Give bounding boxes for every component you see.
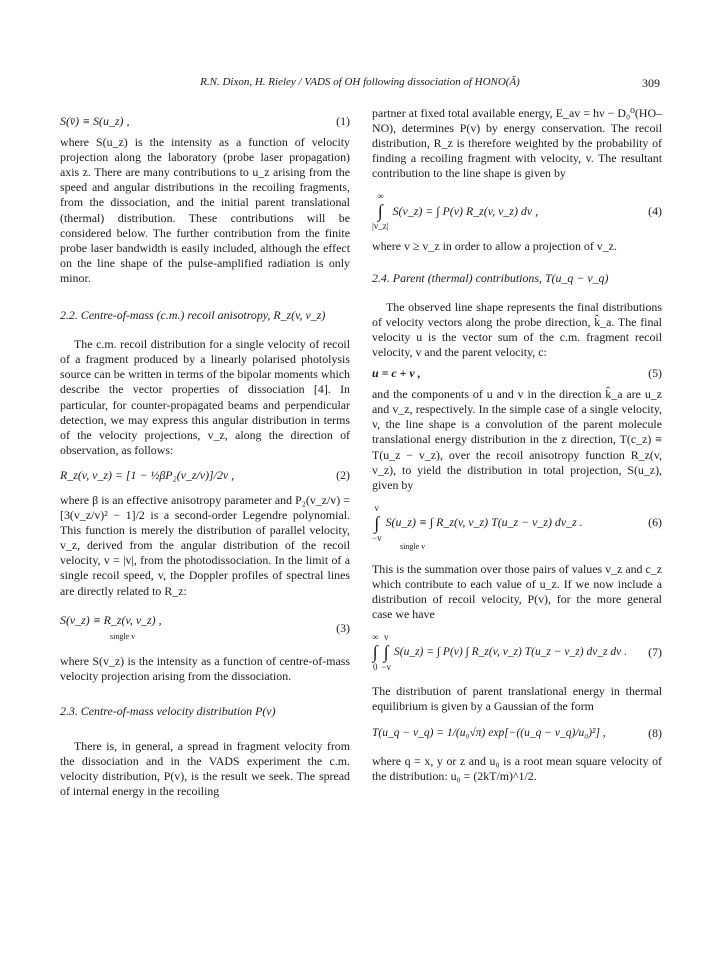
paragraph: where S(v_z) is the intensity as a function of centre-of-mass velocity projection arising from the dissociation. <box>60 653 350 683</box>
paragraph: where S(u_z) is the intensity as a function of velocity projection along the laboratory (probe laser propagation) axis z. There are many contributions to u_z arising from the speed and angular distributions in the recoiling fragments, from the dissociation, and the initial parent translational (thermal) distribution. These contributions will be considered below. The further contribution from the finite probe laser bandwidth is easily included, although the effect on the line shape of the pulse-amplified radiation is only minor. <box>60 135 350 285</box>
equation-5: u = c + v , (5) <box>372 366 662 381</box>
right-column <box>372 106 662 784</box>
section-heading-2-3: 2.3. Centre-of-mass velocity distribution P(v) <box>60 704 276 718</box>
paragraph: and the components of u and v in the direction k̂_a are u_z and v_z, respectively. In the simple case of a single velocity, v, the line shape is a convolution of the parent molecule translational energy distribution in the z direction, T(c_z) ≡ T(u_z − v_z), over the recoil anisotropy function R_z(v, v_z), to yield the distribution in total projection, S(u_z), given by <box>372 387 662 492</box>
section-heading-2-4: 2.4. Parent (thermal) contributions, T(u_q − v_q) <box>372 270 609 285</box>
equation-7: ∞ ∫ 0 v ∫ −v S(u_z) = ∫ P(v) ∫ R_z(v, v_z) T(u_z − v_z) dv_z dv . (7) <box>372 632 662 673</box>
paragraph: The observed line shape represents the final distributions of velocity vectors along the probe direction, k̂_a. The final velocity u is the vector sum of the c.m. fragment recoil velocity, v and the parent velocity, c: <box>372 299 662 359</box>
paragraph: This is the summation over those pairs of values v_z and c_z which contribute to each value of u_z. If we now include a distribution of recoil velocity, P(v), for the more general case we have <box>372 561 662 622</box>
paragraph: The c.m. recoil distribution for a single velocity of recoil of a fragment produced by a linearly polarised photolysis source can be written in terms of the bipolar moments which describe the vector properties of dissociation [4]. In particular, for counter-propagated beams and perpendicular detection, we may express this angular distribution in terms of the velocity projections, v_z, along the direction of observation, as follows: <box>60 337 350 457</box>
equation-6-subscript: single v <box>400 541 426 551</box>
section-heading-2-2: 2.2. Centre-of-mass (c.m.) recoil anisotropy, R_z(v, v_z) <box>60 308 326 323</box>
page-number: 309 <box>642 76 660 90</box>
equation-3: S(v_z) ≡ R_z(v, v_z) , single v (3) <box>60 612 350 641</box>
running-header: R.N. Dixon, H. Rieley / VADS of OH following dissociation of HONO(Ã) <box>200 76 520 88</box>
paragraph: partner at fixed total available energy, E_av = hν − D₀⁰(HO–NO), determines P(v) by energy conservation. The recoil distribution, R_z is therefore weighted by the probability of finding a recoiling fragment with velocity, v. The resultant contribution to the line shape is given by <box>372 106 662 181</box>
paragraph: The distribution of parent translational energy in thermal equilibrium is given by a Gaussian of the form <box>372 684 662 714</box>
equation-2: R_z(v, v_z) = [1 − ½βP₂(v_z/v)]/2v , (2) <box>60 467 350 482</box>
equation-1: S(v̄) ≡ S(u_z) , (1) <box>60 114 350 128</box>
paragraph: where v ≥ v_z in order to allow a projection of v_z. <box>372 239 617 254</box>
equation-4: ∞ ∫ |v_z| S(v_z) = ∫ P(v) R_z(v, v_z) dv , (4) <box>372 191 662 232</box>
equation-6: v ∫ −v S(u_z) ≡ ∫ R_z(v, v_z) T(u_z − v_z) dv_z . (6) <box>372 502 662 543</box>
paragraph: where β is an effective anisotropy parameter and P₂(v_z/v) = [3(v_z/v)² − 1]/2 is a second-order Legendre polynomial. This function is merely the distribution of parallel velocity, v_z, derived from the angular distribution of the recoil velocity, v = |v|, from the photodissociation. In the limit of a single recoil speed, v, the Doppler profiles of spectral lines are directly related to R_z: <box>60 492 350 598</box>
left-column <box>60 106 350 799</box>
equation-8: T(u_q − v_q) = 1/(u₀√π) exp[−((u_q − v_q)/u₀)²] , (8) <box>372 726 662 741</box>
paragraph: where q = x, y or z and u₀ is a root mean square velocity of the distribution: u₀ = (2kT/m)^1/2. <box>372 753 662 783</box>
paragraph: There is, in general, a spread in fragment velocity from the dissociation and in the VADS experiment the c.m. velocity distribution, P(v), is the result we seek. The spread of internal energy in the recoiling <box>60 739 350 799</box>
